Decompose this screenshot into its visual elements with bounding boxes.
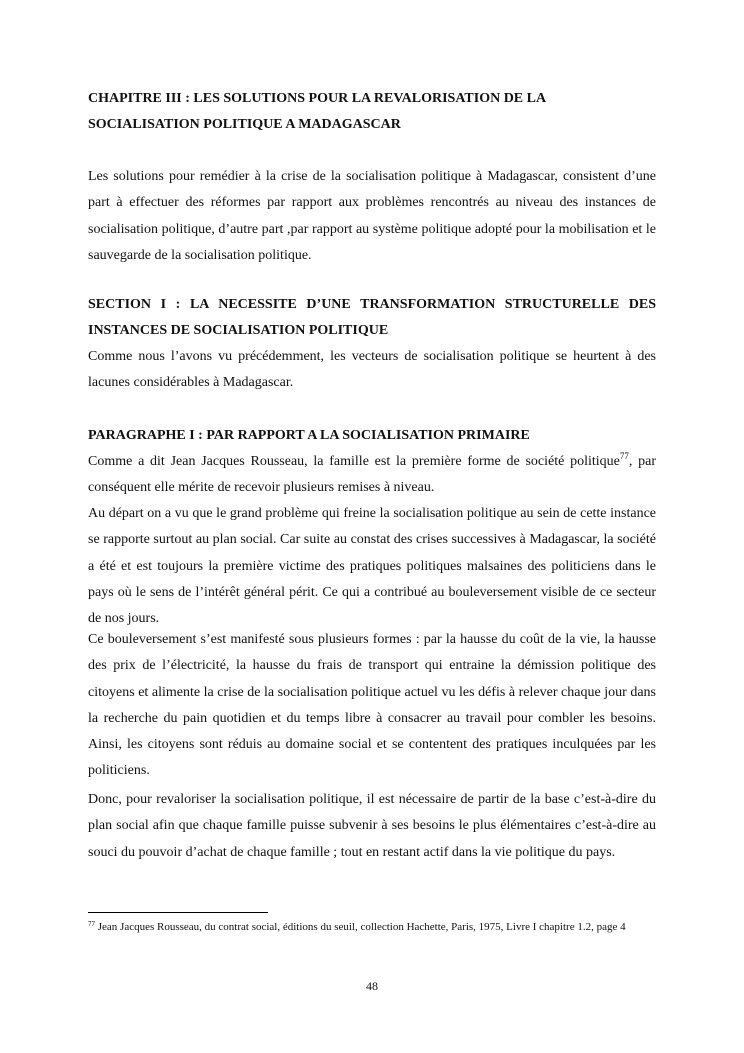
paragraph-text-1-start: Comme a dit Jean Jacques Rousseau, la famille est la première forme de société politique xyxy=(88,454,620,469)
footnote-reference: 77 xyxy=(619,451,629,461)
paragraph-text-1 xyxy=(88,449,656,502)
paragraph-text-4: Donc, pour revaloriser la socialisation politique, il est nécessaire de partir de la base c’est-à-dire du plan social afin que chaque famille puisse subvenir à ses besoins le plus élémentaires c’est-à-dire au souci du pouvoir d’achat de chaque famille ; tout en restant actif dans la vie politique du pays. xyxy=(88,792,656,860)
footnote xyxy=(88,917,656,938)
footnote-text: Jean Jacques Rousseau, du contrat social, éditions du seuil, collection Hachette, Paris, 1975, Livre I chapitre 1.2, page 4 xyxy=(95,921,626,933)
page-number: 48 xyxy=(366,979,378,993)
chapter-title xyxy=(88,86,656,138)
paragraph-text-1-end: , par conséquent elle mérite de recevoir plusieurs remises à niveau. xyxy=(88,454,656,496)
paragraph-title: PARAGRAPHE I : PAR RAPPORT A LA SOCIALISATION PRIMAIRE xyxy=(88,428,530,443)
chapter-title-line1: CHAPITRE III : LES SOLUTIONS POUR LA REVALORISATION DE LA xyxy=(88,91,547,106)
footnote-number: 77 xyxy=(88,920,95,928)
section-title: SECTION I : LA NECESSITE D’UNE TRANSFORMATION STRUCTURELLE DES INSTANCES DE SOCIALISATION POLITIQUE xyxy=(88,297,656,338)
chapter-title-line2: SOCIALISATION POLITIQUE A MADAGASCAR xyxy=(88,117,401,132)
paragraph-text-2: Au départ on a vu que le grand problème qui freine la socialisation politique au sein de cette instance se rapporte surtout au plan social. Car suite au constat des crises successives à Madagascar, la société a été et est toujours la première victime des pratiques politiques malsaines des politiciens dans le pays où le sens de l’intérêt général périt. Ce qui a contribué au bouleversement visible de ce secteur de nos jours. xyxy=(88,506,656,627)
footnote-divider xyxy=(88,912,268,913)
section-intro: Comme nous l’avons vu précédemment, les vecteurs de socialisation politique se heurtent à des lacunes considérables à Madagascar. xyxy=(88,349,656,391)
chapter-intro: Les solutions pour remédier à la crise de la socialisation politique à Madagascar, consistent d’une part à effectuer des réformes par rapport aux problèmes rencontrés au niveau des instances de socialisation politique, d’autre part ,par rapport au système politique adopté pour la mobilisation et le sauvegarde de la socialisation politique. xyxy=(88,169,656,263)
paragraph-text-3: Ce bouleversement s’est manifesté sous plusieurs formes : par la hausse du coût de la vie, la hausse des prix de l’électricité, la hausse du frais de transport qui entraine la démission politique des citoyens et alimente la crise de la socialisation politique actuel vu les défis à relever chaque jour dans la recherche du pain quotidien et du temps libre à consacrer au travail pour combler les besoins. Ainsi, les citoyens sont réduis au domaine social et se contentent des pratiques inculquées par les politiciens. xyxy=(88,632,656,779)
